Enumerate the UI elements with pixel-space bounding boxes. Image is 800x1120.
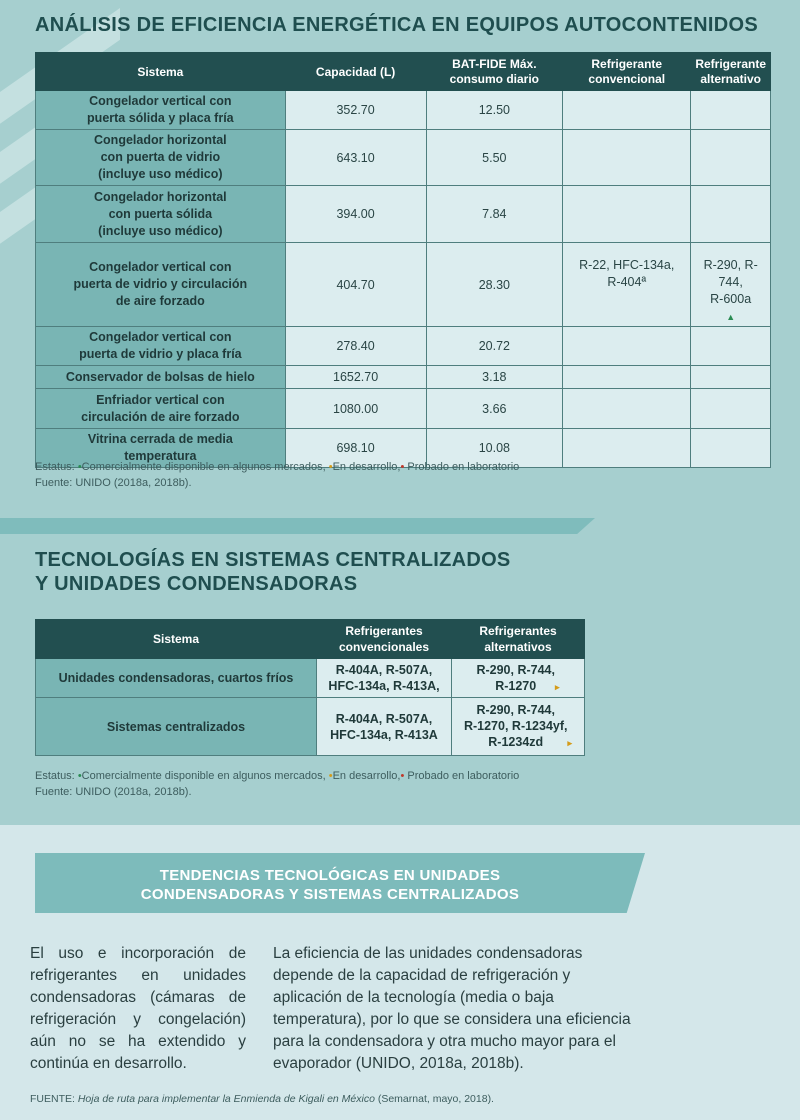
- cell-capacidad: 1652.70: [285, 366, 426, 389]
- cell-sistema: Congelador vertical con puerta de vidrio y circulación de aire forzado: [36, 243, 286, 327]
- cell-alt-text: R-290, R-744, R-1270: [476, 662, 555, 693]
- table-header-row: [36, 53, 771, 91]
- cell-bat: 3.66: [426, 389, 563, 429]
- status-green-icon: •: [77, 461, 82, 473]
- cell-conv: [563, 389, 691, 429]
- table-row: [36, 327, 771, 366]
- status-yellow-icon: •: [328, 461, 333, 473]
- cell-alt: [691, 186, 771, 243]
- paragraph-left: El uso e incorporación de refrigerantes en unidades condensadoras (cámaras de refrigeración y congelación) aún no se ha extendido y continúa en desarrollo.: [30, 945, 246, 1072]
- section3-banner-title: [35, 866, 625, 904]
- status-label: Estatus:: [35, 461, 75, 473]
- status-red-icon: •: [400, 770, 405, 782]
- cell-sistema: Enfriador vertical con circulación de aire forzado: [36, 389, 286, 429]
- banner-line2: CONDENSADORAS Y SISTEMAS CENTRALIZADOS: [140, 886, 520, 903]
- status-label: Estatus:: [35, 770, 75, 782]
- cell-sistema: Sistemas centralizados: [36, 698, 317, 756]
- cell-alt: [452, 698, 585, 756]
- table-row: [36, 366, 771, 389]
- cell-sistema: Congelador horizontal con puerta sólida (incluye uso médico): [36, 186, 286, 243]
- divider-bar: [0, 518, 595, 534]
- table-header-row: [36, 620, 585, 659]
- cell-sistema: Conservador de bolsas de hielo: [36, 366, 286, 389]
- status-text-lab: Probado en laboratorio: [407, 461, 520, 473]
- table-row: [36, 698, 585, 756]
- status-text-development: En desarrollo,: [332, 770, 401, 782]
- cell-conv: [563, 130, 691, 186]
- header-bat-fide: BAT-FIDE Máx. consumo diario: [426, 53, 563, 91]
- cell-alt: [691, 130, 771, 186]
- cell-sistema: Vitrina cerrada de media temperatura: [36, 429, 286, 468]
- cell-capacidad: 394.00: [285, 186, 426, 243]
- cell-conv: R-404A, R-507A, HFC-134a, R-413A: [317, 698, 452, 756]
- cell-sistema: Unidades condensadoras, cuartos fríos: [36, 659, 317, 698]
- cell-bat: 10.08: [426, 429, 563, 468]
- source-suffix: (Semarnat, mayo, 2018).: [377, 1093, 494, 1105]
- cell-alt: [691, 366, 771, 389]
- status-text-lab: Probado en laboratorio: [407, 770, 520, 782]
- cell-capacidad: 278.40: [285, 327, 426, 366]
- cell-sistema: Congelador vertical con puerta sólida y placa fría: [36, 91, 286, 130]
- section2-title: [35, 548, 511, 596]
- cell-conv: [563, 91, 691, 130]
- status-legend: [35, 769, 519, 784]
- status-yellow-icon: ▸: [567, 738, 573, 748]
- cell-alt-text: R-290, R-744, R-600a: [703, 258, 758, 306]
- section2-title-line1: TECNOLOGÍAS EN SISTEMAS CENTRALIZADOS: [35, 549, 511, 571]
- source-note: Fuente: UNIDO (2018a, 2018b).: [35, 786, 192, 798]
- header-ref-convencionales: Refrigerantes convencionales: [317, 620, 452, 659]
- document-source: [30, 1093, 494, 1105]
- status-yellow-icon: ▸: [554, 681, 560, 692]
- status-green-icon: ▲: [726, 312, 736, 322]
- header-sistema: Sistema: [36, 53, 286, 91]
- table-row: [36, 389, 771, 429]
- cell-alt: [691, 429, 771, 468]
- cell-alt-text: R-290, R-744, R-1270, R-1234yf, R-1234zd: [463, 703, 568, 749]
- centralized-table: [35, 619, 585, 756]
- cell-capacidad: 352.70: [285, 91, 426, 130]
- table-row: [36, 186, 771, 243]
- status-legend: [35, 460, 519, 475]
- cell-bat: 3.18: [426, 366, 563, 389]
- cell-conv: [563, 366, 691, 389]
- status-red-icon: •: [400, 461, 405, 473]
- status-green-icon: •: [77, 770, 82, 782]
- header-capacidad: Capacidad (L): [285, 53, 426, 91]
- cell-conv: R-22, HFC-134a, R-404ª: [563, 243, 691, 327]
- section1-title: ANÁLISIS DE EFICIENCIA ENERGÉTICA EN EQUIPOS AUTOCONTENIDOS: [35, 14, 758, 36]
- cell-conv: [563, 186, 691, 243]
- cell-bat: 5.50: [426, 130, 563, 186]
- cell-bat: 12.50: [426, 91, 563, 130]
- header-ref-alternativos: Refrigerantes alternativos: [452, 620, 585, 659]
- table-row: [36, 91, 771, 130]
- source-note: Fuente: UNIDO (2018a, 2018b).: [35, 477, 192, 489]
- status-yellow-icon: •: [328, 770, 333, 782]
- source-prefix: FUENTE:: [30, 1093, 75, 1105]
- header-ref-convencional: Refrigerante convencional: [563, 53, 691, 91]
- section2-title-line2: Y UNIDADES CONDENSADORAS: [35, 573, 358, 595]
- header-ref-alternativo: Refrigerante alternativo: [691, 53, 771, 91]
- cell-sistema: Congelador vertical con puerta de vidrio y placa fría: [36, 327, 286, 366]
- cell-alt: [691, 389, 771, 429]
- cell-sistema: Congelador horizontal con puerta de vidrio (incluye uso médico): [36, 130, 286, 186]
- cell-conv: R-404A, R-507A, HFC-134a, R-413A,: [317, 659, 452, 698]
- cell-conv: [563, 327, 691, 366]
- table-row: [36, 243, 771, 327]
- cell-capacidad: 698.10: [285, 429, 426, 468]
- cell-bat: 7.84: [426, 186, 563, 243]
- cell-capacidad: 643.10: [285, 130, 426, 186]
- cell-conv: [563, 429, 691, 468]
- cell-alt: [691, 91, 771, 130]
- efficiency-table: [35, 52, 771, 468]
- cell-alt: [691, 243, 771, 327]
- source-title: Hoja de ruta para implementar la Enmienda de Kigali en México: [77, 1093, 375, 1105]
- cell-alt: [691, 327, 771, 366]
- cell-bat: 28.30: [426, 243, 563, 327]
- cell-capacidad: 404.70: [285, 243, 426, 327]
- cell-alt: [452, 659, 585, 698]
- cell-capacidad: 1080.00: [285, 389, 426, 429]
- header-sistema: Sistema: [36, 620, 317, 659]
- paragraph-right: La eficiencia de las unidades condensadoras depende de la capacidad de refrigeración y aplicación de la tecnología (media o baja temperatura), por lo que se considera una eficiencia para la condensadora y otra mucho mayor para el evaporador (UNIDO, 2018a, 2018b).: [273, 945, 631, 1072]
- table-row: [36, 659, 585, 698]
- banner-line1: TENDENCIAS TECNOLÓGICAS EN UNIDADES: [159, 867, 501, 884]
- status-text-development: En desarrollo,: [332, 461, 401, 473]
- status-text-available: Comercialmente disponible en algunos mercados,: [81, 770, 326, 782]
- cell-bat: 20.72: [426, 327, 563, 366]
- status-text-available: Comercialmente disponible en algunos mercados,: [81, 461, 326, 473]
- table-row: [36, 130, 771, 186]
